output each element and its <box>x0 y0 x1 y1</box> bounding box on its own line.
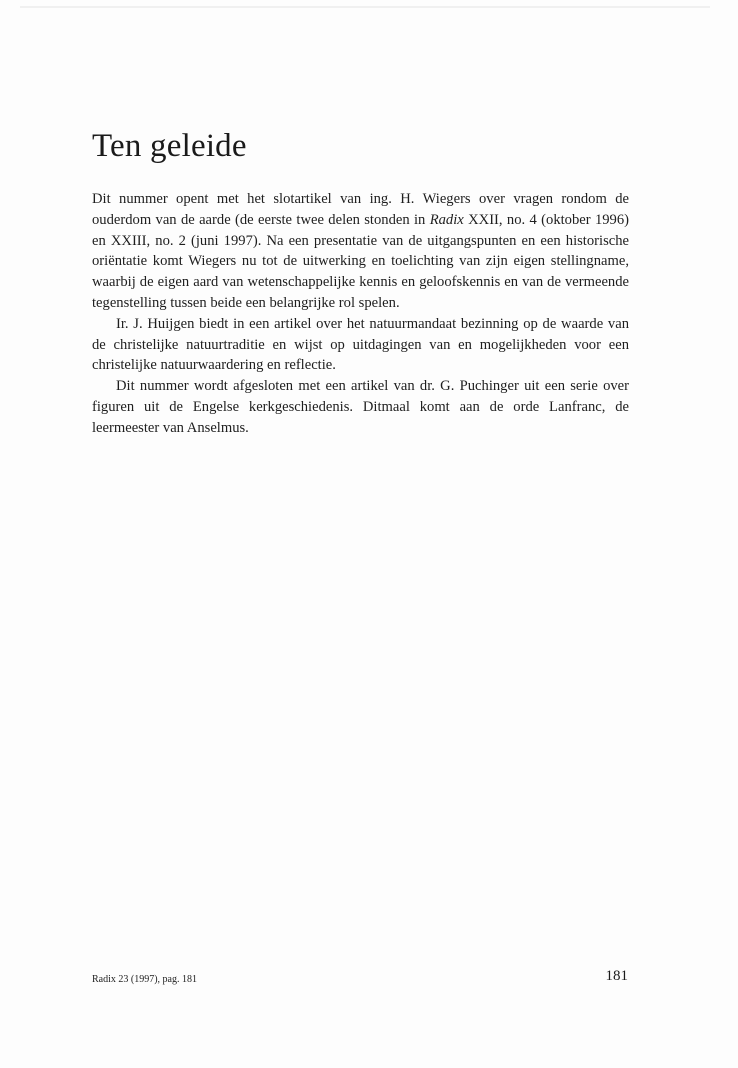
footer-reference: Radix 23 (1997), pag. 181 <box>92 974 197 985</box>
paragraph-1-text-start: Dit nummer opent met het slotartikel van ing. H. Wiegers over vragen rondom de ouderdom van de aarde (de eerste twee delen stonden in <box>92 191 629 228</box>
page-title: Ten geleide <box>92 128 247 164</box>
journal-name-italic: Radix <box>429 211 464 228</box>
article-body <box>92 189 629 439</box>
page-number: 181 <box>605 968 628 984</box>
paragraph-1-text-end: XXII, no. 4 (oktober 1996) en XXIII, no. 2 (juni 1997). Na een presentatie van de uitgangspunten en een historische oriëntatie komt Wiegers nu tot de uitwerking en toelichting van zijn eigen stellingname, waarbij de eigen aard van wetenschappelijke kennis en geloofskennis en van de vermeende tegenstelling tussen beide een belangrijke rol spelen. <box>92 211 630 311</box>
scan-edge <box>20 6 710 8</box>
paragraph-1 <box>92 189 629 314</box>
paragraph-3: Dit nummer wordt afgesloten met een artikel van dr. G. Puchinger uit een serie over figuren uit de Engelse kerkgeschiedenis. Ditmaal komt aan de orde Lanfranc, de leermeester van Anselmus. <box>92 378 629 436</box>
paragraph-2: Ir. J. Huijgen biedt in een artikel over het natuurmandaat bezinning op de waarde van de christelijke natuurtraditie en wijst op uitdagingen van en mogelijkheden voor een christelijke natuurwaardering en reflectie. <box>92 315 629 374</box>
